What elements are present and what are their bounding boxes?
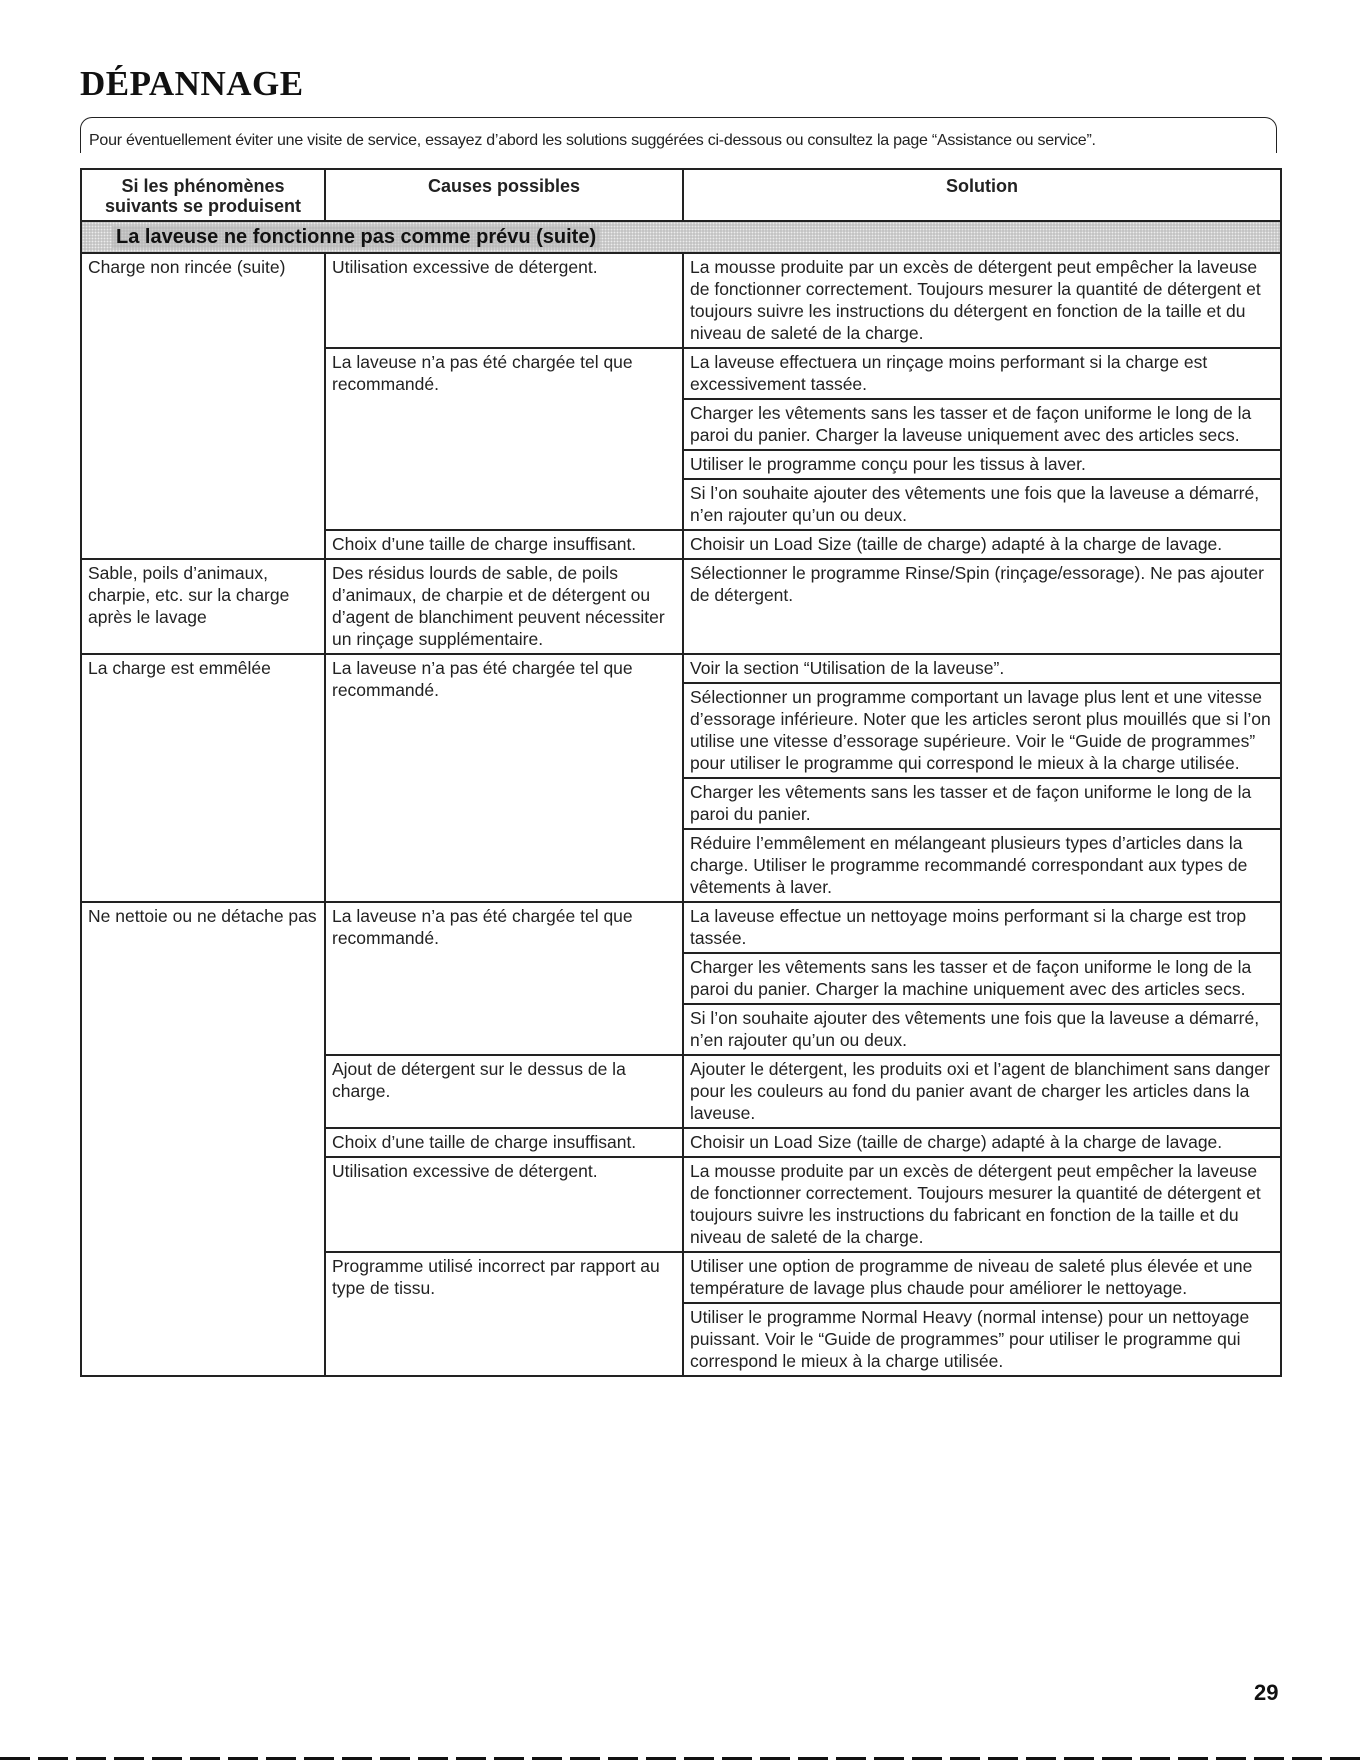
solution-cell: Utiliser une option de programme de niveau de saleté plus élevée et une température de lavage plus chaude pour améliorer le nettoyage. (683, 1252, 1281, 1303)
bottom-rule (0, 1757, 1361, 1760)
cause-cell: Choix d’une taille de charge insuffisant. (325, 1128, 683, 1157)
solution-cell: Utiliser le programme Normal Heavy (normal intense) pour un nettoyage puissant. Voir le “Guide de programmes” pour utiliser le programme qui correspond le mieux à la charge utilisée. (683, 1303, 1281, 1376)
solution-cell: Si l’on souhaite ajouter des vêtements une fois que la laveuse a démarré, n’en rajouter qu’un ou deux. (683, 1004, 1281, 1055)
cause-cell: La laveuse n’a pas été chargée tel que recommandé. (325, 902, 683, 1055)
table-row (81, 253, 1281, 348)
solution-cell: Charger les vêtements sans les tasser et de façon uniforme le long de la paroi du panier. Charger la laveuse uniquement avec des articles secs. (683, 399, 1281, 450)
solution-cell: La laveuse effectuera un rinçage moins performant si la charge est excessivement tassée. (683, 348, 1281, 399)
solution-cell: Ajouter le détergent, les produits oxi et l’agent de blanchiment sans danger pour les couleurs au fond du panier avant de charger les articles dans la laveuse. (683, 1055, 1281, 1128)
cause-cell: Utilisation excessive de détergent. (325, 1157, 683, 1252)
solution-cell: Si l’on souhaite ajouter des vêtements une fois que la laveuse a démarré, n’en rajouter qu’un ou deux. (683, 479, 1281, 530)
solution-cell: Choisir un Load Size (taille de charge) adapté à la charge de lavage. (683, 530, 1281, 559)
page-title: DÉPANNAGE (80, 64, 304, 103)
symptom-cell: Ne nettoie ou ne détache pas (81, 902, 325, 1376)
cause-cell: Programme utilisé incorrect par rapport au type de tissu. (325, 1252, 683, 1376)
solution-cell: La mousse produite par un excès de détergent peut empêcher la laveuse de fonctionner correctement. Toujours mesurer la quantité de détergent et toujours suivre les instructions du fabricant en fonction de la taille et du niveau de saleté de la charge. (683, 1157, 1281, 1252)
solution-cell: Charger les vêtements sans les tasser et de façon uniforme le long de la paroi du panier. Charger la machine uniquement avec des articles secs. (683, 953, 1281, 1004)
table-row (81, 902, 1281, 953)
solution-cell: Voir la section “Utilisation de la laveuse”. (683, 654, 1281, 683)
solution-cell: Réduire l’emmêlement en mélangeant plusieurs types d’articles dans la charge. Utiliser le programme recommandé correspondant aux types de vêtements à laver. (683, 829, 1281, 902)
solution-cell: Choisir un Load Size (taille de charge) adapté à la charge de lavage. (683, 1128, 1281, 1157)
symptom-cell: Charge non rincée (suite) (81, 253, 325, 559)
table-header-row (81, 169, 1281, 221)
cause-cell: Utilisation excessive de détergent. (325, 253, 683, 348)
solution-cell: Sélectionner un programme comportant un lavage plus lent et une vitesse d’essorage inférieure. Noter que les articles seront plus mouillés que si l’on utilise une vitesse d’essorage supérieure. Voir le “Guide de programmes” pour utiliser le programme qui correspond le mieux à la charge utilisée. (683, 683, 1281, 778)
solution-cell: La laveuse effectue un nettoyage moins performant si la charge est trop tassée. (683, 902, 1281, 953)
header-symptom: Si les phénomènes suivants se produisent (81, 169, 325, 221)
solution-cell: Charger les vêtements sans les tasser et de façon uniforme le long de la paroi du panier. (683, 778, 1281, 829)
table-row (81, 654, 1281, 683)
header-cause: Causes possibles (325, 169, 683, 221)
cause-cell: Ajout de détergent sur le dessus de la charge. (325, 1055, 683, 1128)
symptom-cell: La charge est emmêlée (81, 654, 325, 902)
cause-cell: Choix d’une taille de charge insuffisant. (325, 530, 683, 559)
cause-cell: La laveuse n’a pas été chargée tel que recommandé. (325, 654, 683, 902)
symptom-cell: Sable, poils d’animaux, charpie, etc. sur la charge après le lavage (81, 559, 325, 654)
section-row (81, 221, 1281, 253)
page-number: 29 (1254, 1680, 1279, 1705)
troubleshooting-table (80, 168, 1282, 1377)
solution-cell: La mousse produite par un excès de détergent peut empêcher la laveuse de fonctionner correctement. Toujours mesurer la quantité de détergent et toujours suivre les instructions du détergent en fonction de la taille et du niveau de saleté de la charge. (683, 253, 1281, 348)
solution-cell: Utiliser le programme conçu pour les tissus à laver. (683, 450, 1281, 479)
section-title: La laveuse ne fonctionne pas comme prévu (suite) (112, 226, 600, 248)
header-solution: Solution (683, 169, 1281, 221)
solution-cell: Sélectionner le programme Rinse/Spin (rinçage/essorage). Ne pas ajouter de détergent. (683, 559, 1281, 654)
intro-text: Pour éventuellement éviter une visite de service, essayez d’abord les solutions suggérées ci-dessous ou consultez la page “Assistance ou service”. (89, 132, 1096, 149)
cause-cell: La laveuse n’a pas été chargée tel que recommandé. (325, 348, 683, 530)
table-row (81, 559, 1281, 654)
cause-cell: Des résidus lourds de sable, de poils d’animaux, de charpie et de détergent ou d’agent de blanchiment peuvent nécessiter un rinçage supplémentaire. (325, 559, 683, 654)
